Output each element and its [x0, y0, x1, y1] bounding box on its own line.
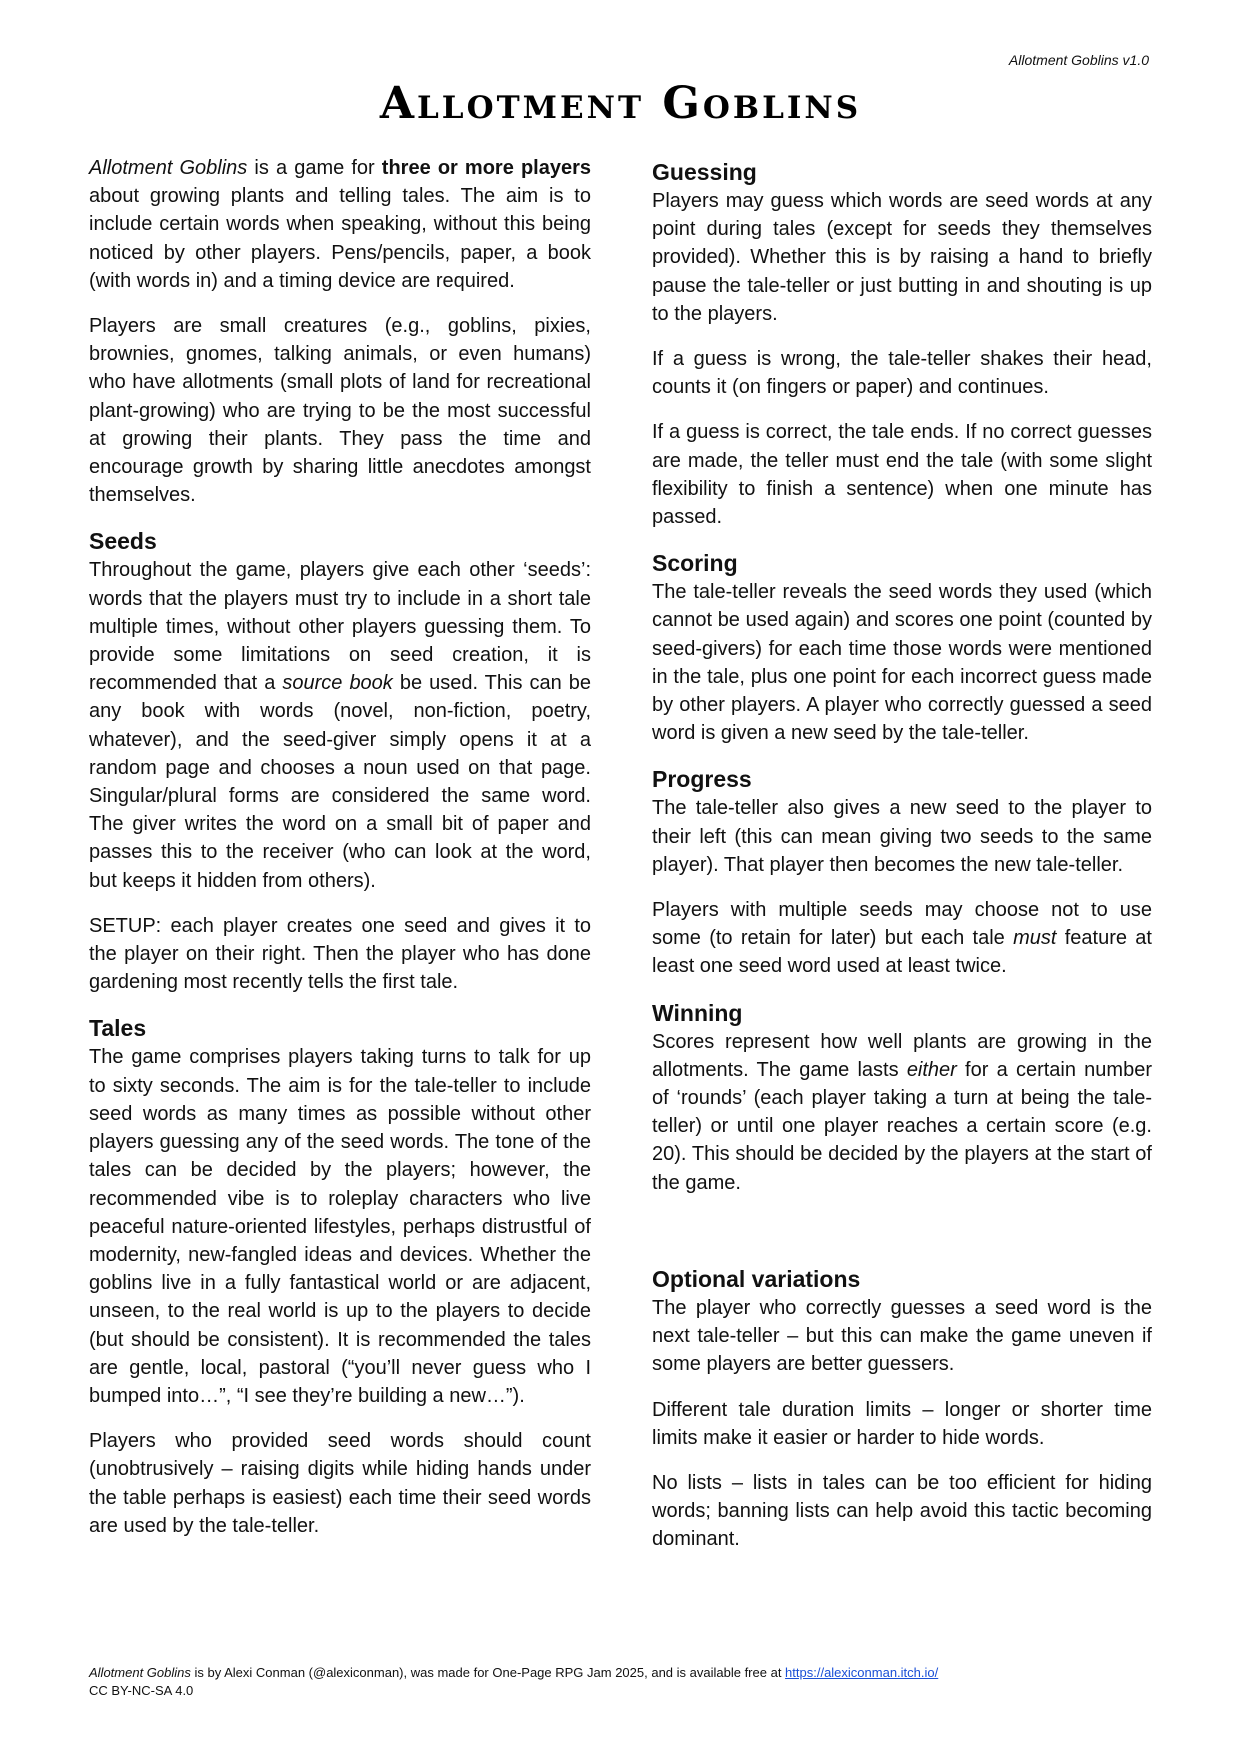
progress-heading: Progress — [652, 766, 752, 793]
winning-either: either — [906, 1058, 957, 1081]
right-column — [652, 157, 1152, 1571]
tales-paragraph-2: Players who provided seed words should count (unobtrusively – raising digits while hiding hands under the table perhaps is easiest) each time their seed words are used by the tale-teller. — [89, 1430, 591, 1537]
footer-credit — [89, 1664, 938, 1682]
intro-text-1: is a game for — [247, 157, 382, 179]
guessing-heading: Guessing — [652, 159, 757, 185]
footer-license: CC BY-NC-SA 4.0 — [89, 1683, 194, 1698]
left-column — [89, 154, 591, 1557]
version-label: Allotment Goblins v1.0 — [1008, 52, 1149, 68]
winning-heading: Winning — [652, 999, 743, 1026]
optional-paragraph-2: Different tale duration limits – longer or shorter time limits make it easier or harder to hide words. — [652, 1398, 1152, 1449]
tales-heading: Tales — [89, 1015, 147, 1042]
progress-text-1: Players with multiple seeds may choose not to use some (to retain for later) but each tale — [652, 899, 1152, 950]
progress-text-2: feature at least one seed word used at least twice. — [652, 927, 1152, 978]
footer-link[interactable]: https://alexiconman.itch.io/ — [785, 1665, 939, 1680]
progress-paragraph-2 — [652, 896, 1152, 981]
guessing-paragraph-3: If a guess is correct, the tale ends. If no correct guesses are made, the teller must end the tale (with some slight flexibility to finish a sentence) when one minute has passed. — [652, 421, 1152, 529]
footer — [89, 1664, 938, 1700]
page-title: Allotment Goblins — [379, 78, 862, 129]
optional-paragraph-3: No lists – lists in tales can be too efficient for hiding words; banning lists can help avoid this tactic becoming dominant. — [652, 1471, 1152, 1551]
seeds-heading: Seeds — [89, 528, 157, 555]
intro-paragraph — [89, 154, 591, 295]
optional-paragraph-1: The player who correctly guesses a seed word is the next tale-teller – but this can make the game uneven if some players are better guessers. — [652, 1296, 1152, 1376]
optional-heading: Optional variations — [652, 1265, 861, 1292]
footer-game-name: Allotment Goblins — [89, 1665, 191, 1680]
seeds-source-book: source book — [282, 672, 393, 695]
winning-text-1: Scores represent how well plants are growing in the allotments. The game lasts — [652, 1030, 1152, 1081]
progress-paragraph-1: The tale-teller also gives a new seed to the player to their left (this can mean giving two seeds to the same player). That player then becomes the new tale-teller. — [652, 797, 1152, 876]
scoring-heading: Scoring — [652, 550, 738, 577]
seeds-text-1: Throughout the game, players give each other ‘seeds’: words that the players must try to include in a short tale multiple times, without other players guessing them. To provide some limitations on seed creation, it is recommended that a — [89, 559, 591, 695]
intro-game-name: Allotment Goblins — [89, 157, 248, 179]
intro-text-2: about growing plants and telling tales. The aim is to include certain words when speaking, without this being noticed by other players. Pens/pencils, paper, a book (with words in) and a timing device are required. — [89, 185, 591, 292]
progress-must: must — [1013, 927, 1057, 950]
winning-paragraph — [652, 1028, 1152, 1197]
guessing-paragraph-1: Players may guess which words are seed words at any point during tales (except for seeds they themselves provided). Whether this is by raising a hand to briefly pause the tale-teller or just butting in and shouting is up to the players. — [652, 190, 1152, 325]
guessing-paragraph-2: If a guess is wrong, the tale-teller shakes their head, counts it (on fingers or paper) and continues. — [652, 348, 1152, 399]
premise-paragraph: Players are small creatures (e.g., goblins, pixies, brownies, gnomes, talking animals, or even humans) who have allotments (small plots of land for recreational plant-growing) who are trying to be the most successful at growing their plants. They pass the time and encourage growth by sharing little anecdotes amongst themselves. — [89, 315, 591, 507]
winning-text-2: for a certain number of ‘rounds’ (each player taking a turn at being the tale-teller) or until one player reaches a certain score (e.g. 20). This should be decided by the players at the start of the game. — [652, 1058, 1152, 1194]
setup-paragraph: SETUP: each player creates one seed and gives it to the player on their right. Then the player who has done gardening most recently tells the first tale. — [89, 914, 591, 994]
seeds-text-2: be used. This can be any book with words (novel, non-fiction, poetry, whatever), and the seed-giver simply opens it at a random page and chooses a noun used on that page. Singular/plural forms are considered the same word. The giver writes the word on a small bit of paper and passes this to the receiver (who can look at the word, but keeps it hidden from others). — [89, 672, 591, 892]
section-spacer — [652, 1214, 1152, 1264]
intro-players: three or more players — [381, 157, 591, 179]
tales-paragraph-1: The game comprises players taking turns to talk for up to sixty seconds. The aim is for the tale-teller to include seed words as many times as possible without other players guessing any of the seed words. The tone of the tales can be decided by the players; however, the recommended vibe is to roleplay characters who live peaceful nature-oriented lifestyles, perhaps distrustful of modernity, new-fangled ideas and devices. Whether the goblins live in a fully fantastical world or are adjacent, unseen, to the real world is up to the players to decide (but should be consistent). It is recommended the tales are gentle, local, pastoral (“you’ll never guess who I bumped into…”, “I see they’re building a new…”). — [89, 1046, 591, 1407]
scoring-paragraph: The tale-teller reveals the seed words they used (which cannot be used again) and scores one point (counted by seed-givers) for each time those words were mentioned in the tale, plus one point for each incorrect guess made by other players. A player who correctly guessed a seed word is given a new seed by the tale-teller. — [652, 581, 1152, 745]
seeds-paragraph — [89, 556, 591, 894]
footer-text: is by Alexi Conman (@alexiconman), was made for One-Page RPG Jam 2025, and is available free at — [190, 1665, 786, 1680]
